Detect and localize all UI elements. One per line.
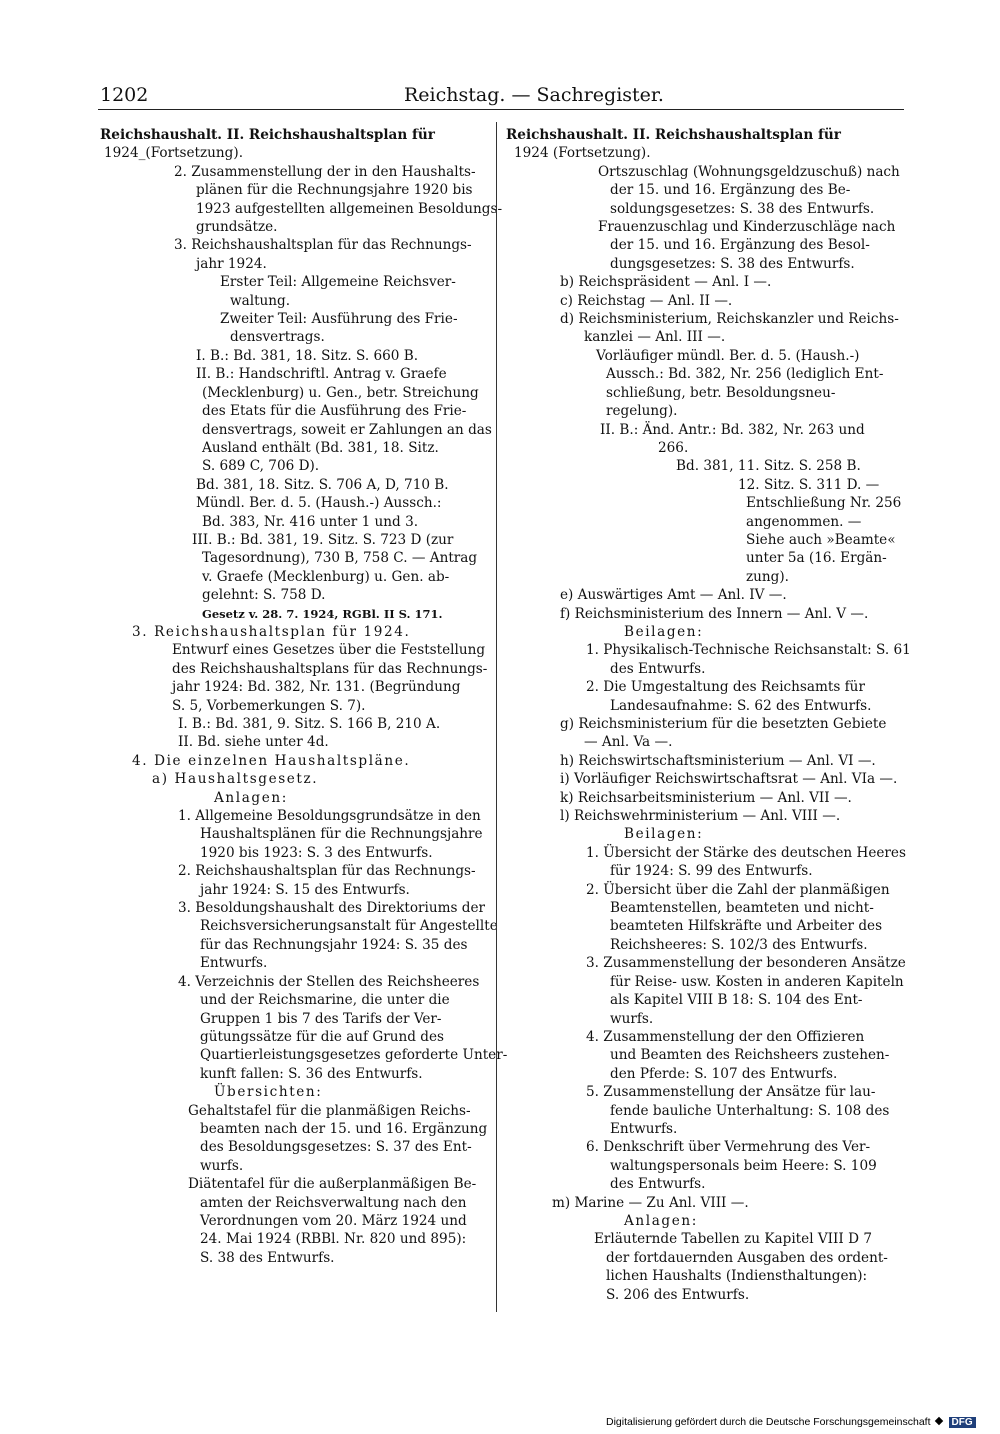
page-title: Reichstag. — Sachregister. [404,84,664,106]
register-line: Ausland enthält (Bd. 381, 18. Sitz. [202,439,439,456]
register-line: unter 5a (16. Ergän- [746,550,887,567]
register-line: I. B.: Bd. 381, 18. Sitz. S. 660 B. [196,347,419,364]
register-line: 2. Übersicht über die Zahl der planmäßigen [586,881,890,898]
register-line: 1. Allgemeine Besoldungsgrundsätze in den [178,808,481,825]
register-line: Reichshaushalt. II. Reichshaushaltsplan für [100,127,435,143]
register-line: 3. Besoldungshaushalt des Direktoriums der [178,900,486,917]
register-line: Mündl. Ber. d. 5. (Haush.-) Aussch.: [196,495,442,512]
register-line: Entwurfs. [610,1120,678,1137]
register-line: f) Reichsministerium des Innern — Anl. V —. [560,605,869,622]
register-line: S. 206 des Entwurfs. [606,1286,750,1303]
register-line: Erster Teil: Allgemeine Reichsver- [220,274,456,291]
register-line: 4. Verzeichnis der Stellen des Reichsheeres [178,973,480,990]
register-line: Übersichten: [214,1084,323,1101]
register-line: a) Haushaltsgesetz. [152,771,319,788]
register-line: des Entwurfs. [610,660,706,677]
register-line: densvertrags. [230,329,325,346]
register-line: Bd. 383, Nr. 416 unter 1 und 3. [202,513,419,530]
register-line: angenommen. — [746,513,862,530]
register-line: S. 689 C, 706 D). [202,458,320,475]
register-line: beamten nach der 15. und 16. Ergänzung [200,1120,488,1137]
register-line: kunft fallen: S. 36 des Entwurfs. [200,1065,423,1082]
register-line: 266. [658,439,689,456]
register-line: Landesaufnahme: S. 62 des Entwurfs. [610,697,872,714]
register-line: fende bauliche Unterhaltung: S. 108 des [610,1102,890,1119]
register-line: Entwurfs. [200,955,268,972]
register-line: h) Reichswirtschaftsministerium — Anl. VI —. [560,752,876,769]
register-line: Entwurf eines Gesetzes über die Feststellung [172,642,486,659]
register-line: 3. Zusammenstellung der besonderen Ansätze [586,955,906,972]
register-line: 1. Übersicht der Stärke des deutschen Heeres [586,844,906,861]
register-line: gelehnt: S. 758 D. [202,587,326,604]
register-line: Reichshaushalt. II. Reichshaushaltsplan für [506,127,841,143]
register-line: des Besoldungsgesetzes: S. 37 des Ent- [200,1139,472,1156]
register-line: e) Auswärtiges Amt — Anl. IV —. [560,587,787,604]
register-line: des Reichshaushaltsplans für das Rechnungs- [172,660,488,677]
register-line: Zweiter Teil: Ausführung des Frie- [220,311,458,328]
register-line: Anlagen: [624,1212,698,1229]
register-line: der fortdauernden Ausgaben des ordent- [606,1249,888,1266]
register-line: soldungsgesetzes: S. 38 des Entwurfs. [610,200,875,217]
register-line: Beamtenstellen, beamteten und nicht- [610,900,874,917]
register-line: v. Graefe (Mecklenburg) u. Gen. ab- [202,568,450,585]
left-column [100,126,508,1267]
register-line: Quartierleistungsgesetzes geforderte Unter- [200,1047,508,1064]
register-line: Gehaltstafel für die planmäßigen Reichs- [188,1102,471,1119]
register-line: der 15. und 16. Ergänzung des Besol- [610,237,870,254]
register-line: Verordnungen vom 20. März 1924 und [200,1212,467,1229]
register-line: 1920 bis 1923: S. 3 des Entwurfs. [200,844,433,861]
dfg-logo: DFG [949,1417,976,1428]
register-line: Haushaltsplänen für die Rechnungsjahre [200,826,483,843]
register-line: densvertrags, soweit er Zahlungen an das [202,421,492,438]
register-line: S. 38 des Entwurfs. [200,1249,335,1266]
register-line: des Etats für die Ausführung des Frie- [202,403,467,420]
register-line: als Kapitel VIII B 18: S. 104 des Ent- [610,992,863,1009]
register-line: Erläuternde Tabellen zu Kapitel VIII D 7 [594,1231,872,1248]
register-line: jahr 1924: Bd. 382, Nr. 131. (Begründung [172,679,461,696]
register-line: grundsätze. [196,219,278,236]
register-line: waltung. [230,292,291,309]
register-line: wurfs. [200,1157,244,1174]
register-line: dungsgesetzes: S. 38 des Entwurfs. [610,255,855,272]
register-line: 3. Reichshaushaltsplan für 1924. [132,623,411,640]
register-line: 3. Reichshaushaltsplan für das Rechnungs- [174,237,472,254]
register-line: und der Reichsmarine, die unter die [200,992,450,1009]
register-line: Bd. 381, 11. Sitz. S. 258 B. [676,458,861,475]
credit-text: Digitalisierung gefördert durch die Deutsche Forschungsgemeinschaft [606,1416,931,1428]
register-line: 4. Die einzelnen Haushaltspläne. [132,752,411,769]
register-line: 24. Mai 1924 (RBBl. Nr. 820 und 895): [200,1231,467,1248]
digitization-credit [606,1416,976,1428]
register-line: Gesetz v. 28. 7. 1924, RGBl. II S. 171. [202,606,443,621]
register-line: Anlagen: [214,789,288,806]
register-line: 12. Sitz. S. 311 D. — [738,476,880,493]
register-line: der 15. und 16. Ergänzung des Be- [610,182,851,199]
page-number: 1202 [100,84,149,106]
register-line: i) Vorläufiger Reichswirtschaftsrat — Anl. VIa —. [560,771,898,788]
register-line: Beilagen: [624,623,704,640]
register-line: und Beamten des Reichsheers zustehen- [610,1047,890,1064]
register-line: 5. Zusammenstellung der Ansätze für lau- [586,1084,876,1101]
register-line: kanzlei — Anl. III —. [584,329,726,346]
register-line: Vorläufiger mündl. Ber. d. 5. (Haush.-) [596,347,860,364]
register-line: — Anl. Va —. [584,734,673,751]
register-line: g) Reichsministerium für die besetzten Gebiete [560,716,887,732]
register-line: schließung, betr. Besoldungsneu- [606,384,836,401]
register-line: den Pferde: S. 107 des Entwurfs. [610,1065,838,1082]
register-line: für Reise- usw. Kosten in anderen Kapiteln [610,973,904,990]
right-column [506,126,911,1304]
register-line: 2. Die Umgestaltung des Reichsamts für [586,679,865,696]
register-line: Siehe auch »Beamte« [746,531,896,548]
register-line: 1. Physikalisch-Technische Reichsanstalt: S. 61 [586,642,911,659]
register-line: III. B.: Bd. 381, 19. Sitz. S. 723 D (zur [192,531,454,548]
register-line: 2. Reichshaushaltsplan für das Rechnungs- [178,863,476,880]
register-line: Entschließung Nr. 256 [746,495,902,512]
register-line: I. B.: Bd. 381, 9. Sitz. S. 166 B, 210 A. [178,716,441,732]
register-line: plänen für die Rechnungsjahre 1920 bis [196,182,473,199]
register-line: zung). [746,568,789,585]
register-line: k) Reichsarbeitsministerium — Anl. VII —. [560,789,852,806]
register-line: 2. Zusammenstellung der in den Haushalts- [174,163,476,180]
register-line: II. Bd. siehe unter 4d. [178,734,329,751]
register-line: Ortszuschlag (Wohnungsgeldzuschuß) nach [598,163,900,180]
register-line: Bd. 381, 18. Sitz. S. 706 A, D, 710 B. [196,476,449,493]
register-line: lichen Haushalts (Indiensthaltungen): [606,1268,868,1285]
register-line: d) Reichsministerium, Reichskanzler und Reichs- [560,311,899,328]
register-line: Beilagen: [624,826,704,843]
register-line: b) Reichspräsident — Anl. I —. [560,274,772,291]
register-line: waltungspersonals beim Heere: S. 109 [610,1157,877,1174]
register-line: für 1924: S. 99 des Entwurfs. [610,863,813,880]
register-line: gütungssätze für die auf Grund des [200,1028,445,1045]
page-header [0,0,1000,110]
column-divider [496,122,497,1312]
register-line: jahr 1924. [196,255,267,272]
register-line: 1923 aufgestellten allgemeinen Besoldungs- [196,200,503,217]
register-line: Diätentafel für die außerplanmäßigen Be- [188,1176,477,1193]
register-line: (Mecklenburg) u. Gen., betr. Streichung [202,384,479,401]
register-line: Aussch.: Bd. 382, Nr. 256 (lediglich Ent- [606,366,884,383]
register-line: des Entwurfs. [610,1176,706,1193]
register-line: Reichsheeres: S. 102/3 des Entwurfs. [610,936,868,953]
register-line: beamteten Hilfskräfte und Arbeiter des [610,918,883,935]
register-line: 1924_(Fortsetzung). [104,145,244,162]
header-rule [98,109,904,110]
register-line: II. B.: Handschriftl. Antrag v. Graefe [196,366,447,383]
register-line: 1924 (Fortsetzung). [514,145,651,162]
register-line: 4. Zusammenstellung der den Offizieren [586,1028,865,1045]
register-line: für das Rechnungsjahr 1924: S. 35 des [200,936,468,953]
register-line: wurfs. [610,1010,654,1027]
register-line: amten der Reichsverwaltung nach den [200,1194,467,1211]
register-line: c) Reichstag — Anl. II —. [560,292,733,309]
register-line: Gruppen 1 bis 7 des Tarifs der Ver- [200,1010,442,1027]
register-line: Frauenzuschlag und Kinderzuschläge nach [598,219,896,236]
register-line: S. 5, Vorbemerkungen S. 7). [172,697,366,714]
register-line: jahr 1924: S. 15 des Entwurfs. [200,881,410,898]
register-line: 6. Denkschrift über Vermehrung des Ver- [586,1139,871,1156]
separator-icon [934,1417,942,1425]
register-line: II. B.: Änd. Antr.: Bd. 382, Nr. 263 und [600,421,865,438]
register-line: Reichsversicherungsanstalt für Angestellte [200,918,498,935]
register-line: Tagesordnung), 730 B, 758 C. — Antrag [202,550,478,567]
register-line: m) Marine — Zu Anl. VIII —. [552,1194,749,1211]
register-line: l) Reichswehrministerium — Anl. VIII —. [560,808,841,825]
register-line: regelung). [606,403,678,420]
